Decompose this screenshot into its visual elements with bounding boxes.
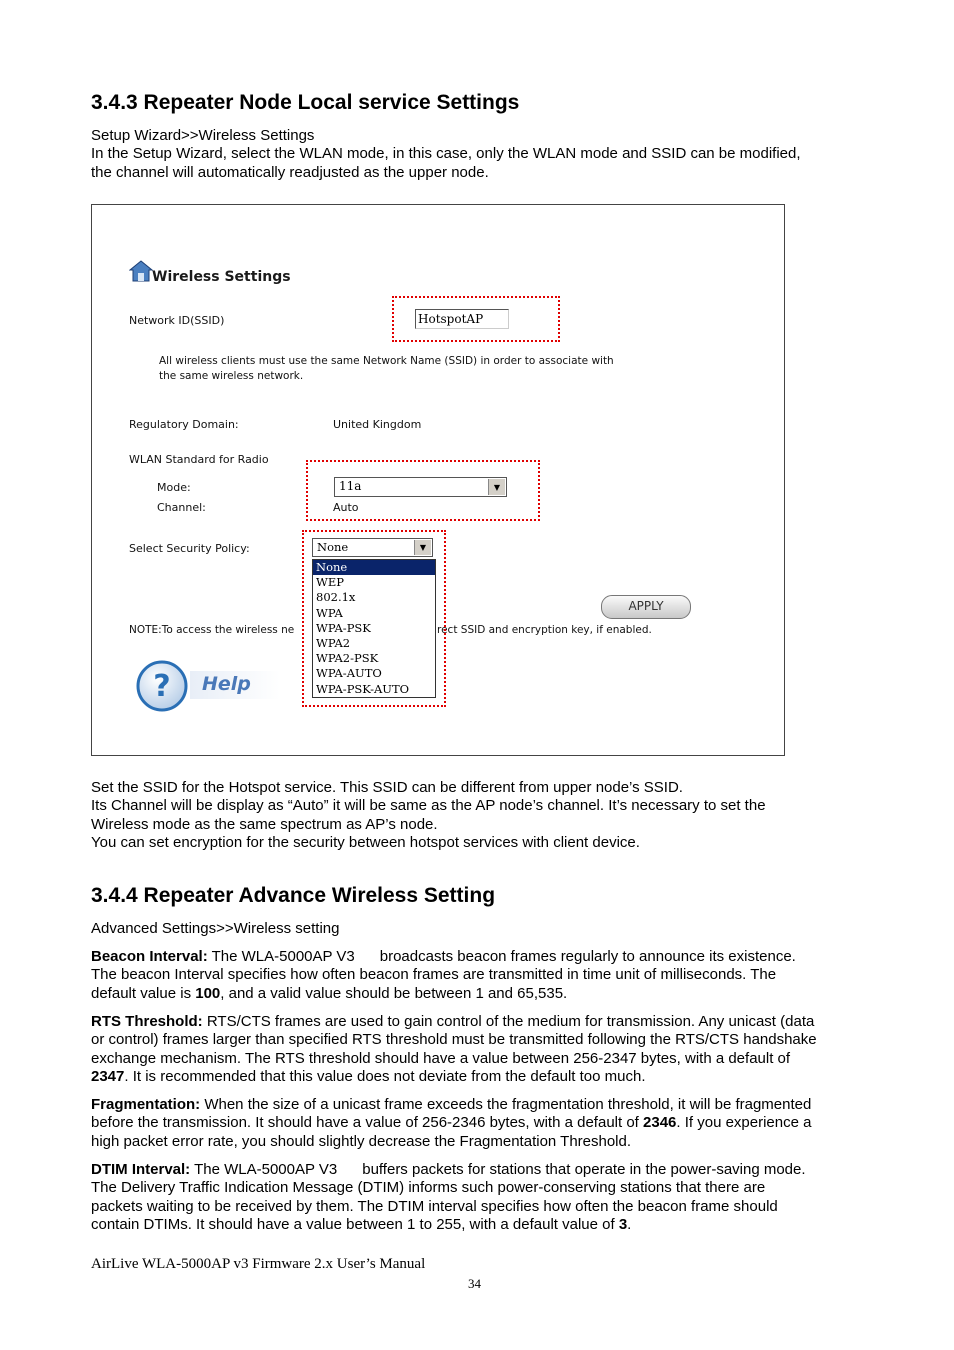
ssid-hint-line-1: All wireless clients must use the same Network Name (SSID) in order to associate with <box>159 355 614 367</box>
screen-title: Wireless Settings <box>152 269 291 285</box>
home-icon <box>129 260 153 282</box>
rts-line-1: RTS/CTS frames are used to gain control of the medium for transmission. Any unicast (data <box>202 1013 815 1030</box>
fragmentation-paragraph <box>91 1096 871 1151</box>
security-option[interactable]: WEP <box>316 575 344 590</box>
dtim-line-4c: . <box>627 1216 632 1234</box>
mode-select[interactable] <box>334 477 507 497</box>
section-heading-3-4-4: 3.4.4 Repeater Advance Wireless Setting <box>91 884 496 907</box>
security-policy-label: Select Security Policy: <box>129 542 250 555</box>
help-label[interactable]: Help <box>202 673 251 695</box>
desc-line-2: Its Channel will be display as “Auto” it will be same as the AP node’s channel. It’s necessary to set the <box>91 797 766 815</box>
wlan-standard-label: WLAN Standard for Radio <box>129 453 269 466</box>
security-option[interactable]: WPA2 <box>316 635 351 650</box>
intro-line-2: the channel will automatically readjusted as the upper node. <box>91 163 489 181</box>
dtim-line-2: The Delivery Traffic Indication Message (DTIM) informs such power-conserving stations that there are <box>91 1179 766 1197</box>
note-text-left: NOTE:To access the wireless ne <box>129 624 295 636</box>
chevron-down-icon[interactable]: ▼ <box>488 479 505 495</box>
intro-line-1: In the Setup Wizard, select the WLAN mode, in this case, only the WLAN mode and SSID can be modified, <box>91 145 801 163</box>
frag-default: 2346 <box>643 1114 677 1132</box>
security-options-list[interactable] <box>312 559 436 698</box>
desc-line-3: Wireless mode as the same spectrum as AP’s node. <box>91 815 438 833</box>
dtim-line-4a: contain DTIMs. It should have a value between 1 to 255, with a default value of <box>91 1216 619 1234</box>
mode-select-value: 11a <box>339 479 362 493</box>
chevron-down-icon[interactable]: ▼ <box>414 540 431 555</box>
channel-value: Auto <box>333 501 359 514</box>
dtim-default: 3 <box>618 1216 628 1234</box>
dtim-paragraph <box>91 1161 871 1235</box>
rts-line-3: exchange mechanism. The RTS threshold should have a value between 256-2347 bytes, with a default of <box>91 1049 791 1067</box>
help-glyph: ? <box>153 669 171 704</box>
security-option[interactable]: WPA2-PSK <box>316 651 379 666</box>
frag-line-3: high packet error rate, you should slightly decrease the Fragmentation Threshold. <box>91 1132 632 1150</box>
desc-line-1: Set the SSID for the Hotspot service. This SSID can be different from upper node’s SSID. <box>91 779 683 796</box>
beacon-default: 100 <box>195 984 221 1002</box>
channel-label: Channel: <box>157 501 206 514</box>
beacon-line-1: The WLA-5000AP V3 broadcasts beacon frames regularly to announce its existence. <box>207 948 796 965</box>
beacon-line-2: The beacon Interval specifies how often beacon frames are transmitted in time unit of milliseconds. The <box>91 966 777 984</box>
rts-line-2: or control) frames larger than specified RTS threshold must be transmitted following the RTS/CTS handshake <box>91 1031 817 1049</box>
apply-button[interactable]: APPLY <box>601 595 691 619</box>
regulatory-domain-value: United Kingdom <box>333 418 422 431</box>
frag-line-2a: before the transmission. It should have a value of 256-2346 bytes, with a default of <box>91 1114 644 1132</box>
rts-default: 2347 <box>91 1068 125 1086</box>
note-text-right: rect SSID and encryption key, if enabled. <box>437 624 652 636</box>
section-path <box>91 127 871 182</box>
security-option[interactable]: WPA-PSK <box>316 620 371 635</box>
dtim-line-3: packets waiting to be received by them. The DTIM interval specifies how often the beacon frame should <box>91 1197 778 1215</box>
regulatory-domain-label: Regulatory Domain: <box>129 418 239 431</box>
security-select-value: None <box>317 540 349 554</box>
section-heading-3-4-3: 3.4.3 Repeater Node Local service Settings <box>91 91 520 114</box>
dtim-line-1: The WLA-5000AP V3 buffers packets for stations that operate in the power-saving mode. <box>190 1161 806 1178</box>
path-text: Setup Wizard>>Wireless Settings <box>91 127 315 144</box>
frag-line-2c: . If you experience a <box>676 1114 812 1132</box>
hotspot-description <box>91 779 871 853</box>
wireless-settings-screenshot <box>91 204 785 756</box>
desc-line-4: You can set encryption for the security between hotspot services with client device. <box>91 834 640 852</box>
beacon-line-3c: , and a valid value should be between 1 and 65,535. <box>220 984 568 1002</box>
ssid-label: Network ID(SSID) <box>129 314 225 327</box>
security-option[interactable]: WPA <box>316 605 343 620</box>
dtim-term: DTIM Interval: <box>91 1161 191 1178</box>
mode-label: Mode: <box>157 481 191 494</box>
security-select[interactable] <box>312 538 433 557</box>
frag-term: Fragmentation: <box>91 1096 201 1113</box>
section-path-2: Advanced Settings>>Wireless setting <box>91 920 340 937</box>
rts-paragraph <box>91 1013 871 1087</box>
security-option[interactable]: WPA-AUTO <box>316 666 382 681</box>
beacon-term: Beacon Interval: <box>91 948 208 965</box>
rts-line-4b: . It is recommended that this value does not deviate from the default too much. <box>124 1068 646 1086</box>
beacon-paragraph <box>91 948 871 1003</box>
security-option[interactable]: WPA-PSK-AUTO <box>316 681 410 696</box>
security-option[interactable]: 802.1x <box>316 590 356 605</box>
ssid-input[interactable]: HotspotAP <box>415 309 509 329</box>
frag-line-1: When the size of a unicast frame exceeds the fragmentation threshold, it will be fragmented <box>200 1096 812 1113</box>
help-icon[interactable] <box>136 660 188 712</box>
security-option[interactable]: None <box>313 560 435 575</box>
ssid-hint-line-2: the same wireless network. <box>159 370 304 382</box>
page-number: 34 <box>468 1276 481 1291</box>
beacon-line-3a: default value is <box>91 984 196 1002</box>
footer-manual-title: AirLive WLA-5000AP v3 Firmware 2.x User’s Manual <box>91 1256 426 1272</box>
rts-term: RTS Threshold: <box>91 1013 203 1030</box>
